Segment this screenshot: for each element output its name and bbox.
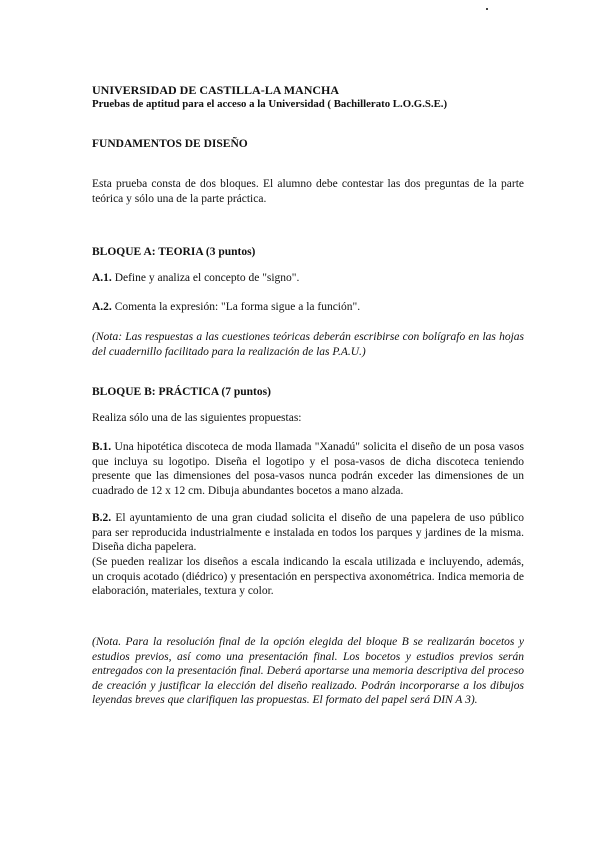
question-a2-label: A.2.	[92, 301, 112, 313]
practice-instruction: Realiza sólo una de las siguientes propuestas:	[92, 412, 302, 424]
exam-subtitle: Pruebas de aptitud para el acceso a la Universidad ( Bachillerato L.O.G.S.E.)	[92, 98, 448, 110]
question-a2-text: Comenta la expresión: "La forma sigue a la función".	[111, 301, 361, 313]
bloque-a-title: BLOQUE A: TEORIA (3 puntos)	[92, 246, 256, 258]
proposal-b1	[92, 440, 524, 498]
bloque-b-title: BLOQUE B: PRÁCTICA (7 puntos)	[92, 386, 271, 398]
intro-paragraph: Esta prueba consta de dos bloques. El alumno debe contestar las dos preguntas de la parte teórica y sólo una de la parte práctica.	[92, 178, 524, 205]
question-a2	[92, 300, 524, 315]
question-a1-label: A.1.	[92, 272, 112, 284]
question-a1-text: Define y analiza el concepto de "signo".	[111, 272, 300, 284]
question-a1	[92, 271, 524, 286]
university-title: UNIVERSIDAD DE CASTILLA-LA MANCHA	[92, 83, 340, 97]
theory-note: (Nota: Las respuestas a las cuestiones teóricas deberán escribirse con bolígrafo en las hojas del cuadernillo facilitado para la realización de las P.A.U.)	[92, 331, 524, 358]
speck-mark	[486, 8, 488, 10]
proposal-b1-text: Una hipotética discoteca de moda llamada "Xanadú" solicita el diseño de un posa vasos que incluya su logotipo. Diseña el logotipo y el posa-vasos de dicha discoteca teniendo presente que las dimensiones del posa-vasos nunca podrán exceder las dimensiones de un cuadrado de 12 x 12 cm. Dibuja abundantes bocetos a mano alzada.	[92, 441, 524, 497]
proposal-b1-label: B.1.	[92, 441, 112, 453]
proposal-b2-text: El ayuntamiento de una gran ciudad solicita el diseño de una papelera de uso público para ser reproducida industrialmente e instalada en todos los parques y jardines de la misma. Diseña dicha papelera.	[92, 512, 524, 554]
subject-title: FUNDAMENTOS DE DISEÑO	[92, 138, 248, 150]
practice-final-note: (Nota. Para la resolución final de la opción elegida del bloque B se realizarán bocetos y estudios previos, así como una presentación final. Los bocetos y estudios previos serán entregados con la presentación final. Deberá aportarse una memoria descriptiva del proceso de creación y justificar la elección del diseño realizado. Podrán incorporarse a los dibujos leyendas breves que clarifiquen las propuestas. El formato del papel será DIN A 3).	[92, 636, 524, 707]
proposal-b2-details: (Se pueden realizar los diseños a escala indicando la escala utilizada e incluyendo, además, un croquis acotado (diédrico) y presentación en perspectiva axonométrica. Indica memoria de elaboración, materiales, textura y color.	[92, 556, 524, 598]
proposal-b2	[92, 511, 524, 555]
proposal-b2-label: B.2.	[92, 512, 112, 524]
